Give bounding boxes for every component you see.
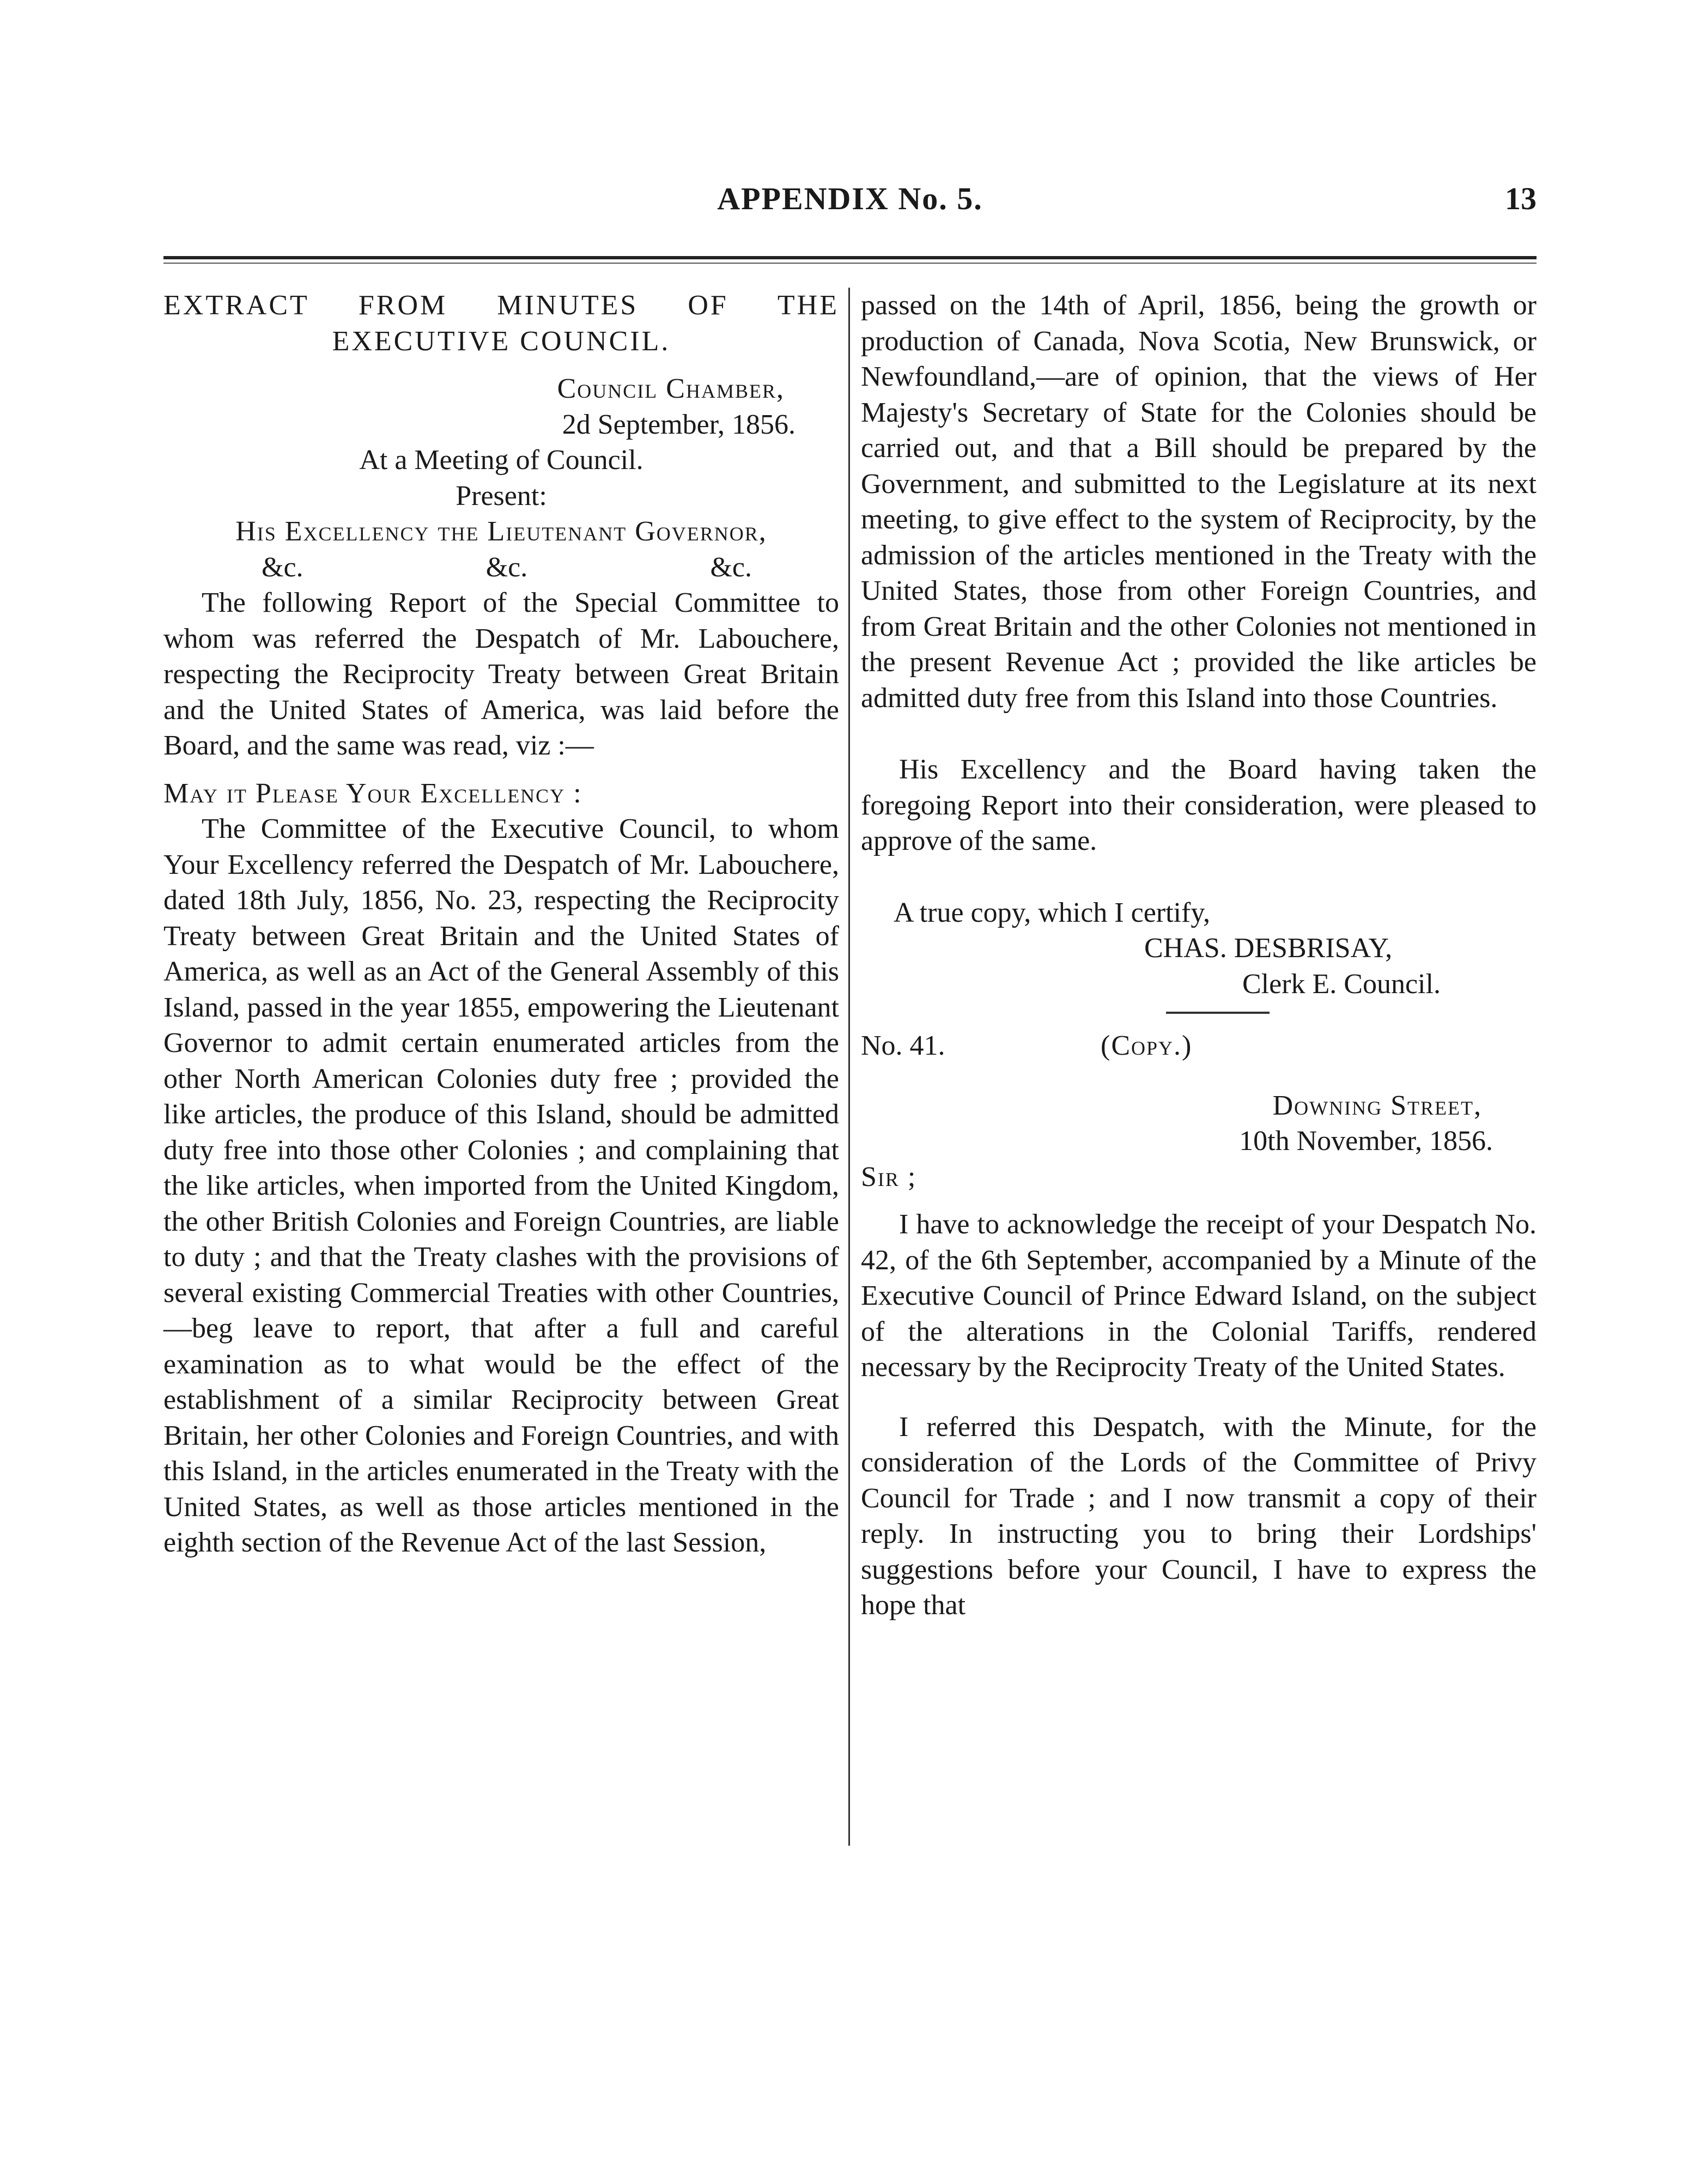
left-column bbox=[163, 288, 839, 1561]
despatch-paragraph-1: I have to acknowledge the receipt of your Despatch No. 42, of the 6th September, accompanied by a Minute of the Executive Council of Prince Edward Island, on the subject of the alterations in the Colonial Tariffs, rendered necessary by the Reciprocity Treaty of the United States. bbox=[861, 1209, 1537, 1383]
document-number: No. 41. bbox=[861, 1030, 945, 1061]
etc-1: &c. bbox=[262, 551, 303, 583]
certify-line: A true copy, which I certify, bbox=[894, 897, 1210, 928]
despatch-date: 10th November, 1856. bbox=[1239, 1126, 1493, 1157]
etc-3: &c. bbox=[710, 551, 752, 583]
presiding-line: His Excellency the Lieutenant Governor, bbox=[235, 516, 767, 547]
section-rule bbox=[1166, 1012, 1270, 1014]
extract-heading-line1: EXTRACT FROM MINUTES OF THE bbox=[163, 290, 839, 321]
right-column bbox=[861, 288, 1537, 1623]
copy-heading-row bbox=[861, 1028, 1537, 1064]
meeting-line: At a Meeting of Council. bbox=[359, 445, 643, 476]
present-line: Present: bbox=[456, 480, 547, 512]
place-line: Council Chamber, bbox=[557, 373, 785, 404]
despatch-paragraph-2: I referred this Despatch, with the Minute, for the consideration of the Lords of the Committee of Privy Council for Trade ; and I now transmit a copy of their reply. In instructing you to bring their Lordships' suggestions before your Council, I have to express the hope that bbox=[861, 1411, 1537, 1621]
intro-paragraph: The following Report of the Special Committee to whom was referred the Despatch of Mr. Labouchere, respecting the Reciprocity Treaty between Great Britain and the United States of America, was laid before the Board, and the same was read, viz :— bbox=[163, 587, 839, 761]
header-rule-thin bbox=[163, 263, 1537, 264]
extract-heading-line2: EXECUTIVE COUNCIL. bbox=[332, 325, 671, 357]
header-rule bbox=[163, 256, 1537, 259]
date-line: 2d September, 1856. bbox=[562, 409, 796, 440]
etc-2: &c. bbox=[485, 551, 528, 583]
running-header bbox=[163, 174, 1537, 223]
page-number: 13 bbox=[1505, 181, 1537, 216]
approval-paragraph: His Excellency and the Board having taken the foregoing Report into their consideration, were pleased to approve of the same. bbox=[861, 754, 1537, 856]
despatch-place: Downing Street, bbox=[1272, 1090, 1482, 1121]
report-paragraph: The Committee of the Executive Council, to whom Your Excellency referred the Despatch of Mr. Labouchere, dated 18th July, 1856, No. 23, respecting the Reciprocity Treaty between Great Britain and the United States of America, as well as an Act of the General Assembly of this Island, passed in the year 1855, empowering the Lieutenant Governor to admit certain enumerated articles from the other North American Colonies duty free ; provided the like articles, the produce of this Island, should be admitted duty free into those other Colonies ; and complaining that the like articles, when imported from the United Kingdom, the other British Colonies and Foreign Countries, are liable to duty ; and that the Treaty clashes with the provisions of several existing Commercial Treaties with other Countries,—beg leave to report, that after a full and careful examination as to what would be the effect of the establishment of a similar Reciprocity between Great Britain, her other Colonies and Foreign Countries, and with this Island, in the articles enumerated in the Treaty with the United States, as well as those articles mentioned in the eighth section of the Revenue Act of the last Session, bbox=[163, 813, 839, 1558]
copy-label: (Copy.) bbox=[1101, 1030, 1193, 1061]
signatory-name: CHAS. DESBRISAY, bbox=[1144, 933, 1393, 964]
etc-row bbox=[163, 550, 839, 586]
report-salutation: May it Please Your Excellency : bbox=[163, 777, 582, 809]
despatch-salutation: Sir ; bbox=[861, 1161, 917, 1193]
appendix-title: APPENDIX No. 5. bbox=[717, 181, 983, 216]
report-continued-paragraph: passed on the 14th of April, 1856, being the growth or production of Canada, Nova Scotia, New Brunswick, or Newfoundland,—are of opinion, that the views of Her Majesty's Secretary of State for the Colonies should be carried out, and that a Bill should be prepared by the Government, and submitted to the Legislature at its next meeting, to give effect to the system of Reciprocity, by the admission of the articles mentioned in the Treaty with the United States, those from other Foreign Countries, and from Great Britain and the other Colonies not mentioned in the present Revenue Act ; provided the like articles be admitted duty free from this Island into those Countries. bbox=[861, 290, 1537, 714]
signatory-title: Clerk E. Council. bbox=[1242, 968, 1441, 1000]
column-divider bbox=[848, 288, 850, 1846]
